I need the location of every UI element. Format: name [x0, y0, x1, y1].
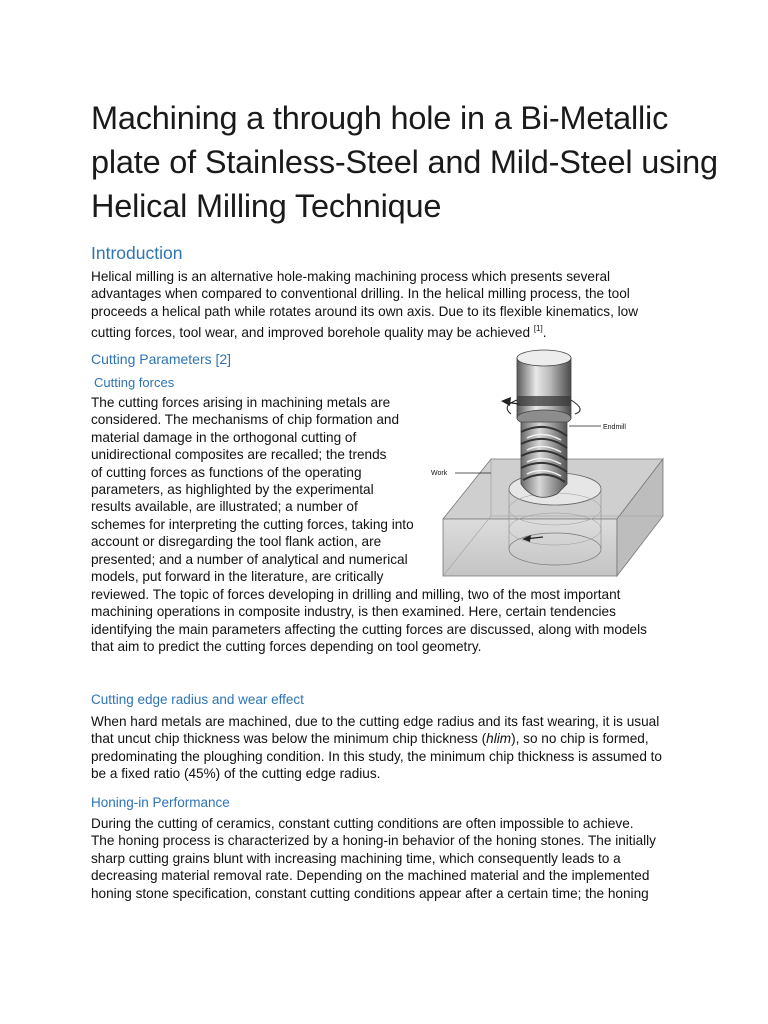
paragraph-text: that uncut chip thickness was below the minimum chip thickness (	[91, 731, 487, 747]
paragraph-line: material damage in the orthogonal cutting of	[91, 429, 357, 445]
paragraph-line: unidirectional composites are recalled; the trends	[91, 447, 387, 463]
endmill-label: Endmill	[603, 424, 626, 431]
paragraph-line: that aim to predict the cutting forces depending on tool geometry.	[91, 639, 482, 655]
paragraph-line: Helical milling is an alternative hole-making machining process which presents several	[91, 269, 611, 284]
hlim-italic: hlim	[486, 731, 512, 747]
paragraph-line: The cutting forces arising in machining metals are	[91, 395, 391, 410]
paragraph-line: predominating the ploughing condition. In this study, the minimum chip thickness is assumed to	[91, 748, 662, 764]
cutting-parameters-heading: Cutting Parameters [2]	[91, 351, 232, 367]
work-label: Work	[431, 470, 448, 477]
paragraph-line: decreasing material removal rate. Depending on the machined material and the implemented	[91, 868, 650, 884]
paragraph-line: results available, are illustrated; a number of	[91, 499, 358, 515]
endmill-tool	[517, 350, 571, 497]
paragraph-line: schemes for interpreting the cutting forces, taking into	[91, 516, 414, 532]
paragraph-line: be a fixed ratio (45%) of the cutting edge radius.	[91, 766, 381, 782]
title-line: Machining a through hole in a Bi-Metallic	[91, 100, 669, 136]
paragraph-line: identifying the main parameters affecting the cutting forces are discussed, along with models	[91, 621, 647, 637]
paragraph-text: ), so no chip is formed,	[511, 731, 649, 747]
introduction-heading: Introduction	[91, 243, 183, 263]
cutting-edge-heading: Cutting edge radius and wear effect	[91, 692, 304, 707]
honing-heading: Honing-in Performance	[91, 795, 230, 810]
title-line: plate of Stainless-Steel and Mild-Steel using	[91, 144, 718, 180]
paragraph-line: parameters, as highlighted by the experimental	[91, 482, 374, 498]
paragraph-line: reviewed. The topic of forces developing in drilling and milling, two of the most important	[91, 587, 621, 602]
paragraph-line: honing stone specification, constant cutting conditions appear after a certain time; the honing	[91, 885, 649, 901]
cutting-forces-full-text	[91, 586, 647, 656]
helical-milling-figure	[425, 344, 670, 580]
cutting-forces-wrapped-text	[91, 394, 414, 585]
paragraph-text: cutting forces, tool wear, and improved borehole quality may be achieved	[91, 325, 531, 341]
paragraph-line: proceeds a helical path while rotates around its own axis. Due to its flexible kinematics, low	[91, 303, 639, 319]
paragraph-line: presented; and a number of analytical and numerical	[91, 551, 408, 567]
paragraph-line: When hard metals are machined, due to the cutting edge radius and its fast wearing, it is usual	[91, 714, 660, 729]
paragraph-line: account or disregarding the tool flank action, are	[91, 534, 382, 550]
paragraph-line	[91, 320, 638, 341]
paragraph-line: of cutting forces as functions of the operating	[91, 464, 362, 480]
paragraph-line	[91, 730, 662, 747]
citation-superscript: [1]	[533, 324, 543, 334]
paragraph-line: sharp cutting grains blunt with increasing machining time, which consequently leads to a	[91, 850, 621, 866]
paragraph-punctuation: .	[542, 325, 547, 341]
title-line: Helical Milling Technique	[91, 188, 442, 224]
paragraph-line: advantages when compared to conventional drilling. In the helical milling process, the tool	[91, 286, 630, 302]
paragraph-line: considered. The mechanisms of chip formation and	[91, 412, 400, 428]
paragraph-line: During the cutting of ceramics, constant cutting conditions are often impossible to achieve.	[91, 816, 634, 831]
cutting-forces-subheading: Cutting forces	[94, 375, 175, 390]
document-title	[91, 96, 731, 228]
paragraph-line: models, put forward in the literature, are critically	[91, 569, 384, 585]
paragraph-line: machining operations in composite industry, is then examined. Here, certain tendencies	[91, 604, 616, 620]
introduction-paragraph	[91, 268, 638, 342]
cutting-edge-paragraph	[91, 713, 662, 783]
paragraph-line: The honing process is characterized by a honing-in behavior of the honing stones. The initially	[91, 833, 656, 849]
honing-paragraph	[91, 815, 656, 902]
